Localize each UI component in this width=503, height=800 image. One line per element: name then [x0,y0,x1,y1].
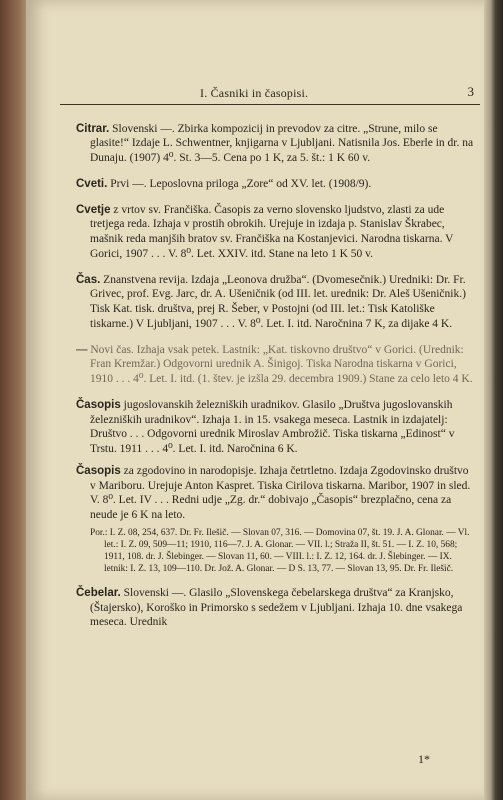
entry-body: z vrtov sv. Frančiška. Časopis za verno slovensko ljudstvo, zlasti za ude tretjega reda. Izhaja v prostih obrokih. Urejuje in izdaja p. Stanislav Škrabec, mašnik reda manjših bratov sv. Frančiška na Kostanjevici. Narodna tiskarna. V Gorici, 1907 . . . V. 8⁰. Let. XXIV. itd. Stane na leto 1 K 50 v. [90,203,454,260]
entry-citrar [76,122,476,166]
entry-cveti [76,177,476,192]
book-binding [0,0,26,800]
signature-mark: 1* [418,752,430,766]
entry-head: — [76,343,88,356]
running-head: I. Časniki in časopisi. [200,86,309,100]
page-header [60,84,480,105]
entry-head: Cvetje [76,203,111,216]
entry-cvetje [76,203,476,261]
entry-casopis-zeleznicarji [76,398,476,456]
entry-head: Citrar. [76,122,110,135]
entry-head: Čebelar. [76,587,121,600]
page-number: 3 [467,84,474,99]
entry-body: Znanstvena revija. Izdaja „Leonova družba“. (Dvomesečnik.) Uredniki: Dr. Fr. Grivec, prof. Evg. Jarc, dr. A. Ušeničnik (od III. let. urednik: Dr. Aleš Ušeničnik.) Tisk Kat. tisk. društva, prej R. Šeber, v Postojni (od III. let.: Tisk Katoliške tiskarne.) V Ljubljani, 1907 . . . V. 8⁰. Let. I. itd. Naročnina 7 K, za dijake 4 K. [90,273,466,330]
entry-references: Por.: I. Z. 08, 254, 637. Dr. Fr. Ilešič. — Slovan 07, 316. — Domovina 07, št. 19. J. A. Glonar. — Vl. let.: I. Z. 09, 509—11; 1910, 116—7. J. A. Glonar. — VII. l.; Straža II, št. 51. — I. Z. 10, 568; 1911, 108. dr. J. Šlebinger. — Slovan 11, 60. — VIII. l.: I. Z. 12, 164. dr. J. Šlebinger. — IX. letnik: I. Z. 13, 109—110. Dr. Jož. A. Glonar. — D S. 13, 77. — Slovan 13, 95. Dr. Fr. Ilešič. [90,527,470,574]
entry-head: Časopis [76,398,121,411]
entry-head: Časopis [76,465,121,478]
entry-body: Prvi —. Leposlovna priloga „Zore“ od XV. let. (1908/9). [110,177,372,190]
entry-novi-cas [76,343,476,387]
entry-body: Slovenski —. Zbirka kompozicij in prevodov za citre. „Strune, milo se glasite!“ Izdaje L. Schwentner, knjigarna v Ljubljani. Natisnila Jos. Eberle in dr. na Dunaju. (1907) 4⁰. St. 3—5. Cena po 1 K, za 5. št.: 1 K 60 v. [90,122,474,164]
entry-casopis-zgodovina [76,464,476,574]
entry-body: jugoslovanskih železniških uradnikov. Glasilo „Društva jugoslovanskih železniških uradnikov“. Izhaja 1. in 15. vsakega meseca. Lastnik in izdajatelj: Društvo . . . Odgovorni urednik Miroslav Ambrožič. Tiska tiskarna „Edinost“ v Trstu. 1911 . . . 4⁰. Let. I. itd. Naročnina 6 K. [90,398,455,455]
entry-cas [76,273,476,331]
entry-body: Novi čas. Izhaja vsak petek. Lastnik: „Kat. tiskovno društvo“ v Gorici. (Urednik: Fran Kremžar.) Odgovorni urednik A. Šinigoj. Tiska Narodna tiskarna v Gorici, 1910 . . . 4⁰. Let. I. itd. (1. štev. je izšla 29. decembra 1909.) Stane za celo leto 4 K. [90,343,473,385]
entry-body: Slovenski —. Glasilo „Slovenskega čebelarskega društva“ za Kranjsko, (Štajersko), Koroško in Primorsko s sedežem v Ljubljani. Izhaja 10. dne vsakega meseca. Urednik [90,587,463,629]
entry-body: za zgodovino in narodopisje. Izhaja četrtletno. Izdaja Zgodovinsko društvo v Mariboru. Urejuje Anton Kaspret. Tiska Cirilova tiskarna. Maribor, 1907 in sled. V. 8⁰. Let. IV . . . Redni udje „Zg. dr.“ dobivajo „Časopis“ brezplačno, cena za neude je 6 K na leto. [90,465,471,522]
page-text [76,110,476,638]
entry-head: Cveti. [76,177,108,190]
entry-cebelar [76,586,476,630]
page-edge [484,0,503,800]
entry-head: Čas. [76,273,101,286]
